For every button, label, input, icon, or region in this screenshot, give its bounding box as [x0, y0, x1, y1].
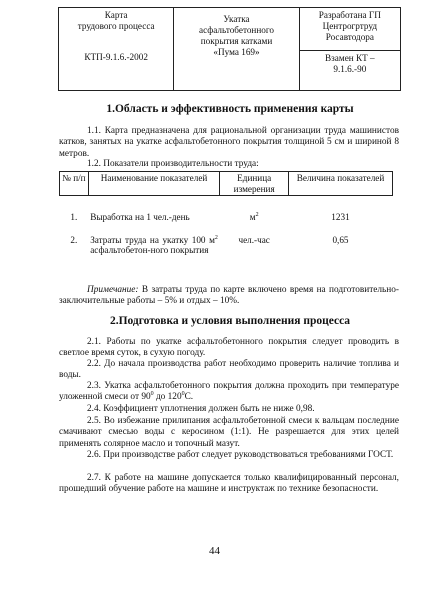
section-2-title: 2.Подготовка и условия выполнения процесса: [109, 315, 351, 327]
note-label: Примечание:: [87, 285, 139, 295]
section-2-paragraph-3: [59, 381, 399, 404]
header-line: Укатка: [223, 14, 250, 24]
header-line: Разработана ГП: [318, 10, 381, 20]
header-developer-block: [300, 8, 400, 51]
header-doc-code: КТП-9.1.6.-2002: [84, 52, 148, 62]
column-header-num: № п/п: [60, 172, 89, 196]
paragraph-text: С.: [184, 392, 194, 403]
paragraph-text: до 120: [153, 392, 182, 403]
row-value: 1231: [331, 212, 350, 222]
column-header-name: Наименование показателей: [88, 172, 220, 196]
header-line: 9.1.6.-90: [333, 64, 367, 74]
row-num: 2.: [70, 234, 78, 245]
paragraph-text: 2.3. Укатка асфальтобетонного покрытия должна проходить при температуре уложенной смеси от 90: [59, 381, 399, 403]
row-name-text: Затраты труда на укатку 100 м: [90, 234, 215, 245]
header-line: асфальтобетонного: [199, 25, 274, 35]
row-name-superscript: 2: [214, 234, 218, 241]
row-unit: [220, 196, 289, 235]
section-1-paragraph-2: 1.2. Показатели производительности труда:: [87, 159, 259, 169]
header-replaces-block: [300, 51, 400, 75]
header-line: «Пума 169»: [213, 47, 260, 57]
degree-superscript: 0: [150, 391, 154, 398]
section-1-title: 1.Область и эффективность применения карты: [106, 103, 354, 115]
section-2-paragraph-1: 2.1. Работы по укатке асфальтобетонного покрытия следует проводить в светлое время суток, в сухую погоду.: [59, 337, 399, 359]
header-card-title: [59, 8, 174, 91]
degree-superscript: 0: [181, 391, 185, 398]
page-number: 44: [209, 545, 220, 557]
unit-superscript: 2: [255, 211, 259, 218]
table-row: [60, 196, 393, 235]
row-value: 0,65: [332, 234, 349, 245]
row-name-text: асфальтобетон-ного покрытия: [90, 245, 209, 255]
row-name: Выработка на 1 чел.-день: [90, 212, 190, 222]
note-text: В затраты труда по карте включено время на подготовительно-заключительные работы – 5% и отдых – 10%.: [59, 285, 399, 307]
header-line: Карта: [104, 10, 128, 20]
section-2-paragraph-6: 2.6. При производстве работ следует руководствоваться требованиями ГОСТ.: [87, 450, 394, 460]
section-2-paragraph-5: 2.5. Во избежание прилипания асфальтобетонной смеси к вальцам последние смачивают смесью воды с керосином (1:1). Не разрешается для этих целей применять солярное масло и топочный мазут.: [59, 416, 399, 449]
column-header-unit: Единица измерения: [220, 172, 289, 196]
section-2-paragraph-7: 2.7. К работе на машине допускается только квалифицированный персонал, прошедший обучение работе на машине и инструктаж по технике безопасности.: [59, 473, 399, 495]
document-header-table: [58, 7, 401, 91]
indicators-table: [59, 171, 393, 256]
row-unit: чел.-час: [238, 234, 270, 245]
row-num: 1.: [70, 212, 78, 222]
unit-text: м: [249, 212, 256, 222]
header-line: Росавтодора: [325, 32, 374, 42]
row-name: [88, 235, 220, 256]
header-line: трудового процесса: [77, 21, 155, 31]
section-2-paragraph-4: 2.4. Коэффициент уплотнения должен быть не ниже 0,98.: [87, 404, 315, 414]
header-subject: [174, 8, 299, 91]
column-header-value: Величина показателей: [288, 172, 392, 196]
section-2-paragraph-2: 2.2. До начала производства работ необходимо проверить наличие топлива и воды.: [59, 359, 399, 381]
table-row: [60, 235, 393, 256]
header-developer: [299, 8, 400, 91]
header-line: Взамен КТ –: [325, 53, 375, 63]
section-1-paragraph-1: 1.1. Карта предназначена для рациональной организации труда машинистов катков, занятых на укатке асфальтобетонного покрытия толщиной 5 см и шириной 8 метров.: [59, 126, 399, 159]
header-line: покрытия катками: [200, 36, 273, 46]
header-line: Центрогртруд: [322, 21, 378, 31]
note-paragraph: [59, 285, 399, 308]
